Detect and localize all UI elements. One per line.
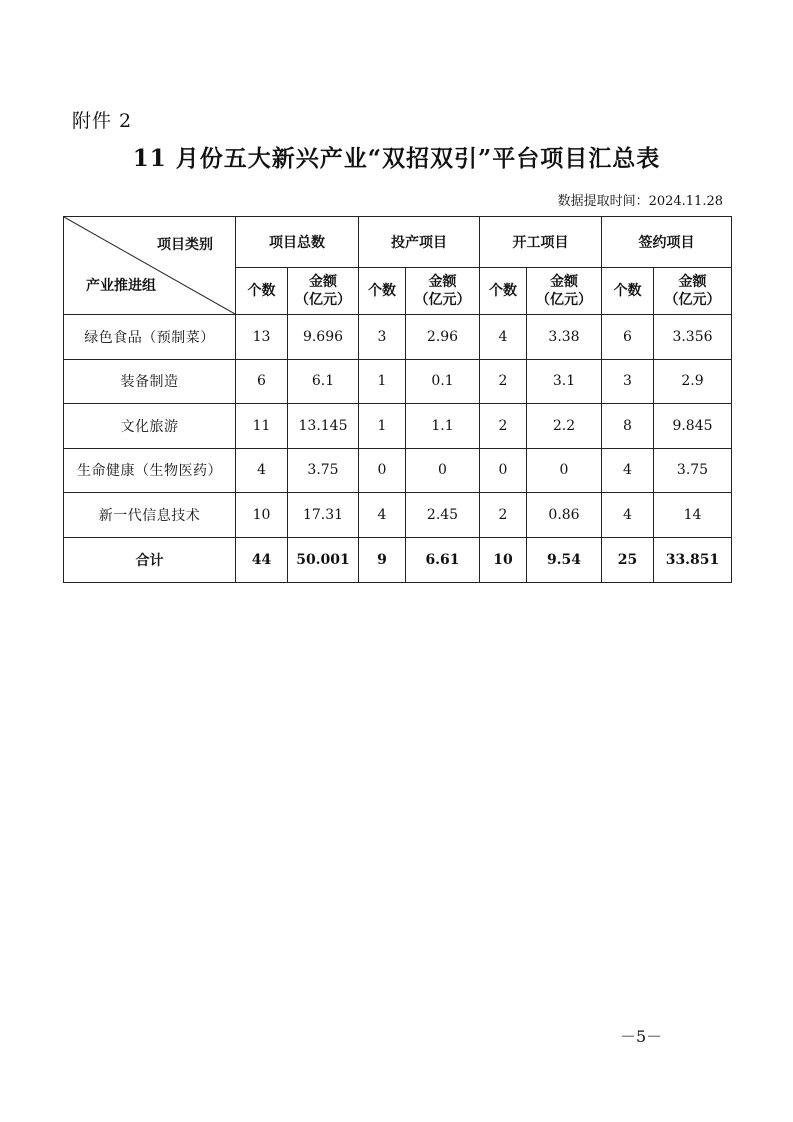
header-row-groups [64,217,732,268]
cell-value: 0.86 [527,493,602,538]
cell-value: 17.31 [288,493,359,538]
cell-value: 1 [359,359,406,404]
cell-value: 6 [236,359,288,404]
total-value: 50.001 [288,537,359,582]
cell-value: 9.845 [654,404,732,449]
row-category: 绿色食品（预制菜） [64,315,236,360]
cell-value: 6.1 [288,359,359,404]
corner-header-cell [64,217,236,315]
table-row [64,493,732,538]
cell-value: 2 [480,359,527,404]
subheader-count: 个数 [480,268,527,315]
subheader-count: 个数 [236,268,288,315]
total-value: 9 [359,537,406,582]
cell-value: 0 [480,448,527,493]
corner-label-industry-group: 产业推进组 [86,278,156,294]
cell-value: 2.96 [406,315,480,360]
table-row [64,315,732,360]
row-category: 生命健康（生物医药） [64,448,236,493]
total-value: 6.61 [406,537,480,582]
cell-value: 0 [359,448,406,493]
table-row [64,448,732,493]
cell-value: 3 [602,359,654,404]
total-value: 44 [236,537,288,582]
cell-value: 3.75 [288,448,359,493]
cell-value: 9.696 [288,315,359,360]
group-header-total-projects: 项目总数 [236,217,359,268]
annex-label: 附件 2 [72,110,133,132]
cell-value: 0 [406,448,480,493]
total-value: 25 [602,537,654,582]
cell-value: 0 [527,448,602,493]
subheader-amount: 金额 （亿元） [406,268,480,315]
cell-value: 13.145 [288,404,359,449]
cell-value: 0.1 [406,359,480,404]
row-category: 文化旅游 [64,404,236,449]
cell-value: 2 [480,404,527,449]
group-header-signed-projects: 签约项目 [602,217,732,268]
group-header-started-projects: 开工项目 [480,217,602,268]
page-number: －5－ [620,1027,663,1046]
cell-value: 14 [654,493,732,538]
row-category: 装备制造 [64,359,236,404]
summary-table [63,216,732,583]
cell-value: 10 [236,493,288,538]
cell-value: 4 [359,493,406,538]
corner-label-category: 项目类别 [157,237,213,253]
cell-value: 2 [480,493,527,538]
cell-value: 3.75 [654,448,732,493]
cell-value: 8 [602,404,654,449]
row-category: 新一代信息技术 [64,493,236,538]
cell-value: 4 [602,493,654,538]
cell-value: 1 [359,404,406,449]
cell-value: 6 [602,315,654,360]
cell-value: 3 [359,315,406,360]
cell-value: 3.1 [527,359,602,404]
cell-value: 2.45 [406,493,480,538]
group-header-production-projects: 投产项目 [359,217,480,268]
page-title: 11 月份五大新兴产业“双招双引”平台项目汇总表 [132,145,661,172]
cell-value: 13 [236,315,288,360]
cell-value: 4 [480,315,527,360]
cell-value: 4 [602,448,654,493]
table-row [64,359,732,404]
cell-value: 11 [236,404,288,449]
table-row [64,404,732,449]
total-value: 10 [480,537,527,582]
data-extraction-date: 数据提取时间：2024.11.28 [557,194,723,209]
diagonal-divider [64,217,235,314]
subheader-count: 个数 [602,268,654,315]
cell-value: 2.9 [654,359,732,404]
total-value: 9.54 [527,537,602,582]
total-value: 33.851 [654,537,732,582]
total-label: 合计 [64,537,236,582]
cell-value: 3.356 [654,315,732,360]
cell-value: 2.2 [527,404,602,449]
cell-value: 4 [236,448,288,493]
subheader-amount: 金额 （亿元） [288,268,359,315]
subheader-amount: 金额 （亿元） [654,268,732,315]
cell-value: 1.1 [406,404,480,449]
total-row [64,537,732,582]
subheader-amount: 金额 （亿元） [527,268,602,315]
subheader-count: 个数 [359,268,406,315]
cell-value: 3.38 [527,315,602,360]
